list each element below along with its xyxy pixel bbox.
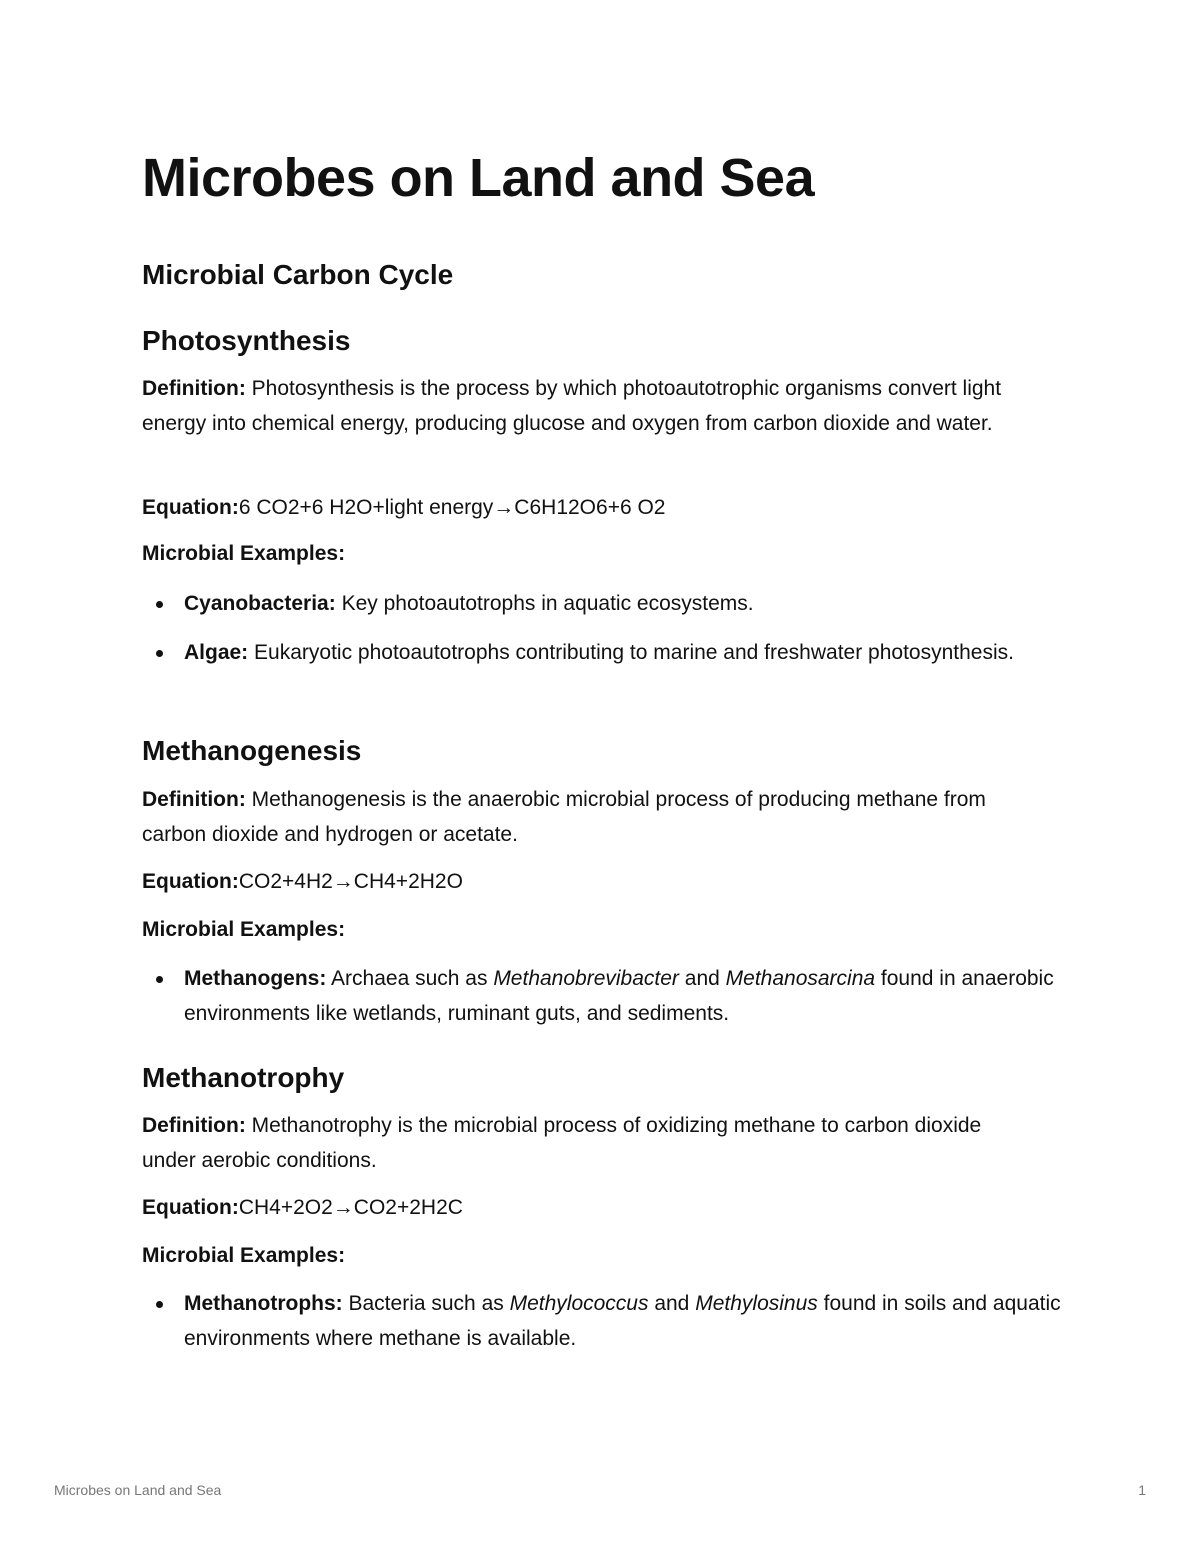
methanogenesis-equation-text: CO2+4H2→CH4+2H2O: [238, 870, 463, 893]
example-term: Methanotrophs:: [184, 1292, 343, 1315]
bullet-icon: [156, 650, 163, 657]
methanogenesis-examples-list: [142, 961, 1062, 1031]
list-item: [142, 635, 1062, 670]
footer-title: Microbes on Land and Sea: [54, 1482, 222, 1498]
methanogenesis-heading: Methanogenesis: [142, 735, 362, 766]
photosynthesis-examples-list: [142, 586, 1062, 670]
section-subtitle: Microbial Carbon Cycle: [142, 259, 454, 290]
example-term: Cyanobacteria:: [184, 592, 336, 615]
photosynthesis-definition-text: Photosynthesis is the process by which photoautotrophic organisms convert light energy into chemical energy, producing glucose and oxygen from carbon dioxide and water.: [142, 377, 1002, 435]
section-subtitle-block: [142, 257, 1062, 293]
list-item: [142, 586, 1062, 621]
examples-label: Microbial Examples:: [142, 1244, 346, 1267]
methanogenesis-definition-text: Methanogenesis is the anaerobic microbial process of producing methane from carbon dioxide and hydrogen or acetate.: [142, 788, 986, 846]
equation-label: Equation:: [142, 870, 239, 893]
example-text: Eukaryotic photoautotrophs contributing to marine and freshwater photosynthesis.: [254, 641, 1014, 664]
methanogenesis-definition: [142, 782, 1062, 852]
bullet-icon: [156, 601, 163, 608]
methanotrophy-definition: [142, 1108, 1062, 1178]
genus-name: Methanobrevibacter: [493, 967, 679, 990]
methanotrophy-definition-text: Methanotrophy is the microbial process of oxidizing methane to carbon dioxide under aerobic conditions.: [142, 1114, 982, 1172]
photosynthesis-definition: [142, 371, 1062, 441]
photosynthesis-equation-text: 6 CO2+6 H2O+light energy→C6H12O6+6 O2: [238, 496, 666, 519]
example-term: Methanogens:: [184, 967, 327, 990]
example-term: Algae:: [184, 641, 249, 664]
genus-name: Methanosarcina: [725, 967, 876, 990]
equation-label: Equation:: [142, 1196, 239, 1219]
methanotrophy-heading: Methanotrophy: [142, 1062, 345, 1093]
list-item: Methanogens: Archaea such as Methanobrevibacter and Methanosarcina found in anaerobic environments like wetlands, ruminant guts, and sediments.: [142, 961, 1062, 1031]
list-item: Methanotrophs: Bacteria such as Methylococcus and Methylosinus found in soils and aquatic environments where methane is available.: [142, 1286, 1062, 1356]
photosynthesis-heading: Photosynthesis: [142, 325, 351, 356]
equation-label: Equation:: [142, 496, 239, 519]
methanotrophy-examples-label-block: [142, 1238, 1062, 1273]
definition-label: Definition:: [142, 377, 246, 400]
photosynthesis-equation: [142, 490, 1062, 525]
definition-label: Definition:: [142, 788, 246, 811]
methanogenesis-examples-label-block: [142, 912, 1062, 947]
methanogenesis-heading-block: [142, 733, 1062, 769]
definition-label: Definition:: [142, 1114, 246, 1137]
methanotrophy-equation-text: CH4+2O2→CO2+2H2C: [238, 1196, 463, 1219]
methanotrophy-examples-list: [142, 1286, 1062, 1356]
bullet-icon: [156, 976, 163, 983]
page-title: Microbes on Land and Sea: [142, 148, 815, 208]
example-text: Key photoautotrophs in aquatic ecosystems.: [341, 592, 754, 615]
bullet-icon: [156, 1301, 163, 1308]
methanotrophy-heading-block: [142, 1060, 1062, 1096]
genus-name: Methylosinus: [695, 1292, 818, 1315]
examples-label: Microbial Examples:: [142, 542, 346, 565]
photosynthesis-heading-block: [142, 323, 1062, 359]
page-number: 1: [1138, 1482, 1146, 1498]
genus-name: Methylococcus: [509, 1292, 649, 1315]
photosynthesis-examples-label-block: [142, 536, 1062, 571]
methanotrophy-equation: [142, 1190, 1062, 1225]
examples-label: Microbial Examples:: [142, 918, 346, 941]
methanogenesis-equation: [142, 864, 1062, 899]
